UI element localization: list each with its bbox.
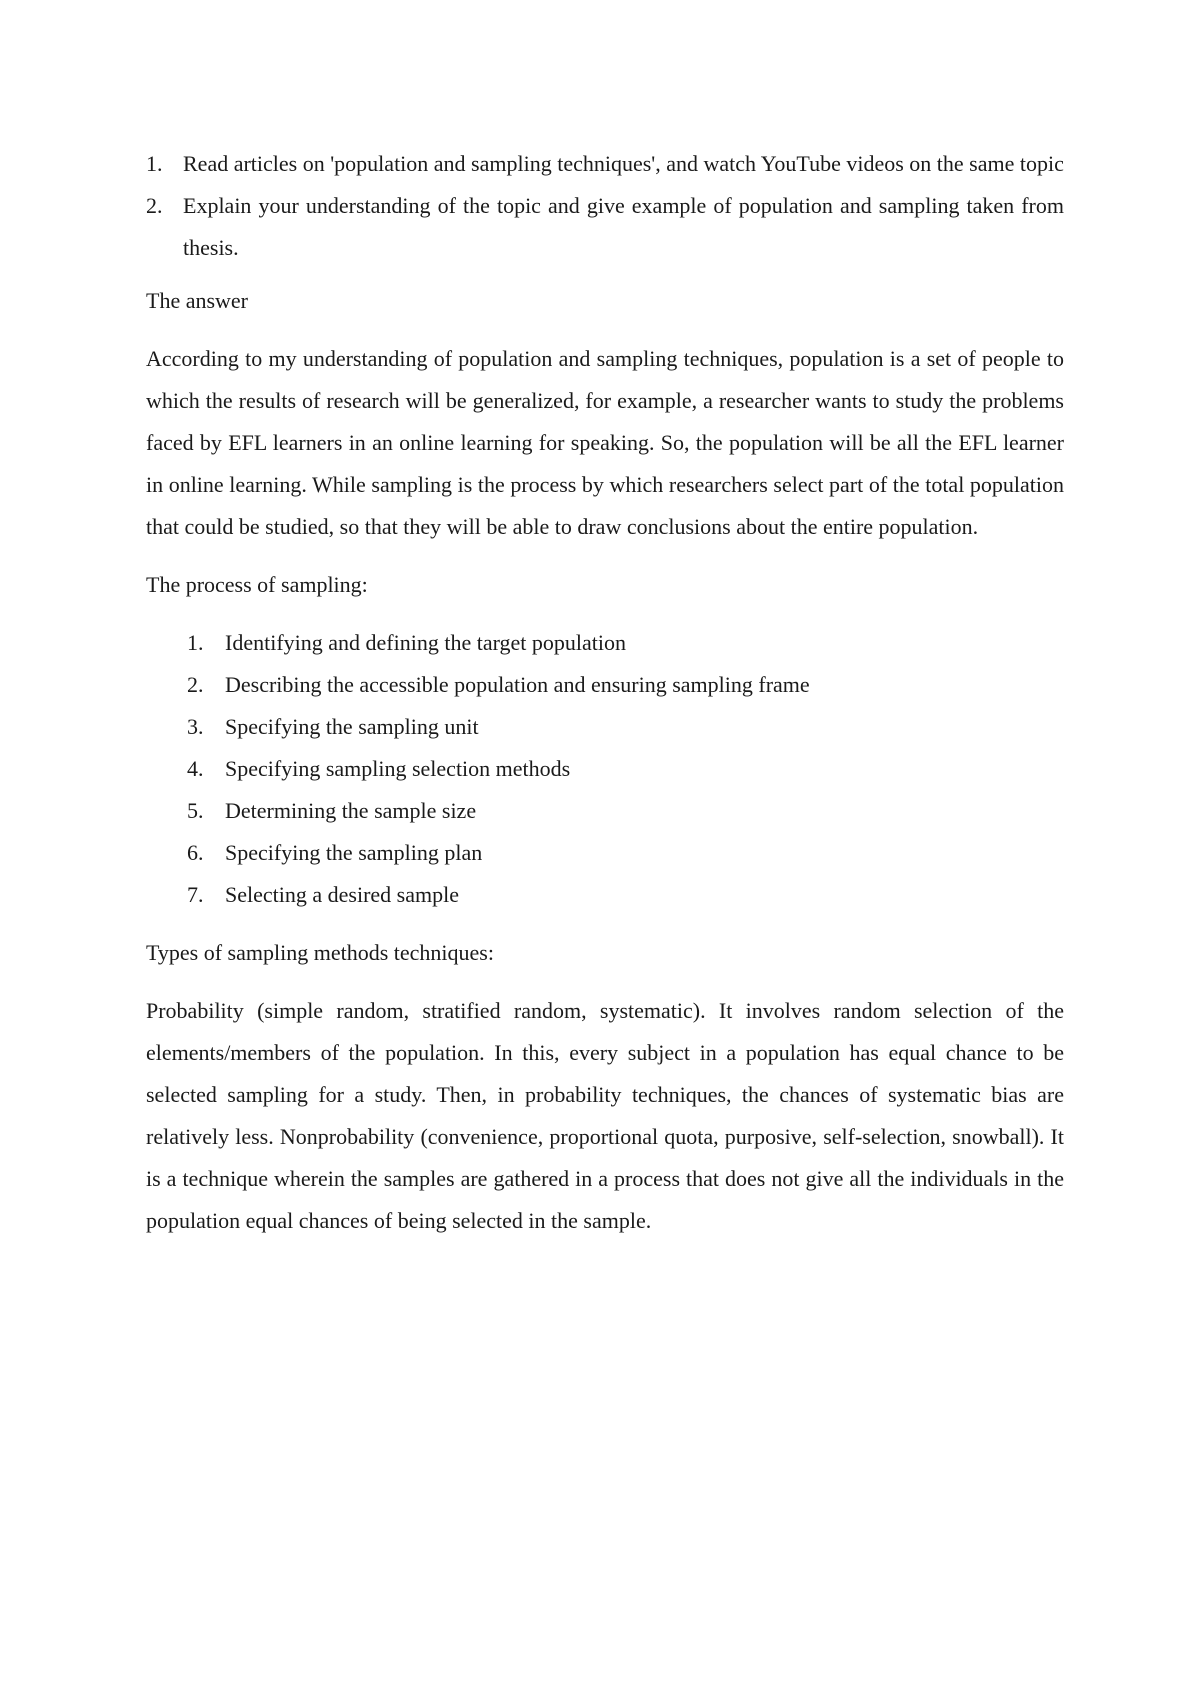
step-item: [146, 832, 1064, 874]
step-text: Specifying sampling selection methods: [225, 756, 571, 781]
step-item: [146, 622, 1064, 664]
step-text: Determining the sample size: [225, 798, 477, 823]
step-item: [146, 790, 1064, 832]
step-text: Identifying and defining the target population: [225, 630, 626, 655]
task-text: Explain your understanding of the topic and give example of population and sampling taken from thesis.: [183, 193, 1064, 260]
step-number: 6.: [187, 840, 204, 865]
step-item: [146, 874, 1064, 916]
step-text: Selecting a desired sample: [225, 882, 459, 907]
step-number: 4.: [187, 756, 204, 781]
types-heading: Types of sampling methods techniques:: [146, 940, 494, 965]
population-paragraph: According to my understanding of population and sampling techniques, population is a set of people to which the results of research will be generalized, for example, a researcher wants to study the problems faced by EFL learners in an online learning for speaking. So, the population will be all the EFL learner in online learning. While sampling is the process by which researchers select part of the total population that could be studied, so that they will be able to draw conclusions about the entire population.: [146, 346, 1064, 539]
step-text: Describing the accessible population and ensuring sampling frame: [225, 672, 810, 697]
task-number: 1.: [146, 151, 163, 176]
task-number: 2.: [146, 193, 163, 218]
task-text: Read articles on 'population and sampling techniques', and watch YouTube videos on the same topic: [183, 151, 1064, 176]
sampling-types-paragraph: Probability (simple random, stratified random, systematic). It involves random selection of the elements/members of the population. In this, every subject in a population has equal chance to be selected sampling for a study. Then, in probability techniques, the chances of systematic bias are relatively less. Nonprobability (convenience, proportional quota, purposive, self-selection, snowball). It is a technique wherein the samples are gathered in a process that does not give all the individuals in the population equal chances of being selected in the sample.: [146, 998, 1064, 1233]
step-item: [146, 664, 1064, 706]
process-heading: The process of sampling:: [146, 572, 368, 597]
task-item: [146, 143, 1064, 185]
document-page: [146, 143, 1064, 1242]
step-item: [146, 706, 1064, 748]
step-number: 7.: [187, 882, 204, 907]
step-number: 1.: [187, 630, 204, 655]
step-number: 3.: [187, 714, 204, 739]
sampling-steps-list: [146, 622, 1064, 916]
step-number: 5.: [187, 798, 204, 823]
task-list: [146, 143, 1064, 269]
step-text: Specifying the sampling unit: [225, 714, 479, 739]
step-text: Specifying the sampling plan: [225, 840, 483, 865]
step-item: [146, 748, 1064, 790]
task-item: [146, 185, 1064, 269]
step-number: 2.: [187, 672, 204, 697]
answer-heading: The answer: [146, 288, 249, 313]
